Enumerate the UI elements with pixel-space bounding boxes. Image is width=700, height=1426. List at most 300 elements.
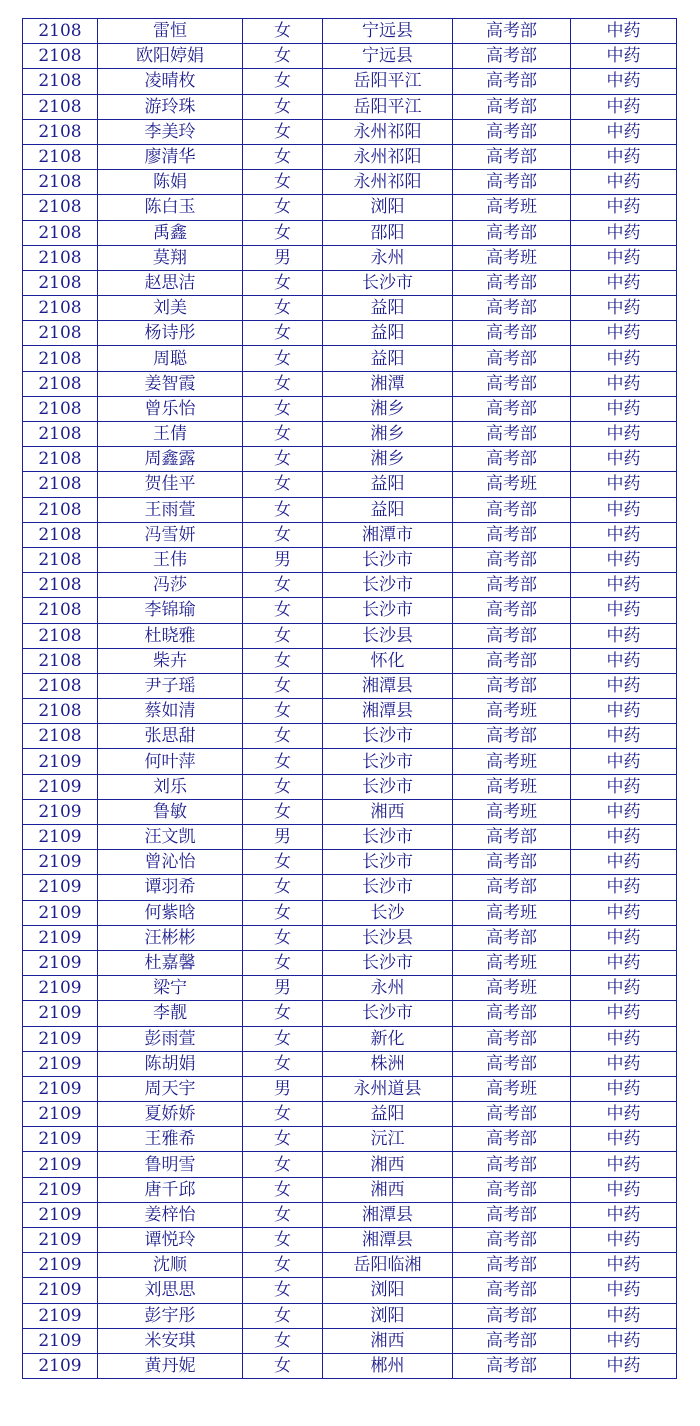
gender-cell: 男 bbox=[243, 825, 323, 850]
table-row bbox=[23, 749, 677, 774]
class-cell: 2109 bbox=[23, 774, 98, 799]
gender-cell: 女 bbox=[243, 1152, 323, 1177]
department-cell: 高考部 bbox=[453, 220, 571, 245]
name-cell: 汪文凯 bbox=[98, 825, 243, 850]
class-cell: 2109 bbox=[23, 1026, 98, 1051]
hometown-cell: 岳阳平江 bbox=[323, 69, 453, 94]
class-cell: 2108 bbox=[23, 119, 98, 144]
gender-cell: 女 bbox=[243, 1228, 323, 1253]
name-cell: 游玲珠 bbox=[98, 94, 243, 119]
major-cell: 中药 bbox=[571, 900, 677, 925]
gender-cell: 女 bbox=[243, 1001, 323, 1026]
major-cell: 中药 bbox=[571, 422, 677, 447]
major-cell: 中药 bbox=[571, 1253, 677, 1278]
hometown-cell: 浏阳 bbox=[323, 1278, 453, 1303]
hometown-cell: 长沙市 bbox=[323, 850, 453, 875]
class-cell: 2108 bbox=[23, 195, 98, 220]
major-cell: 中药 bbox=[571, 1127, 677, 1152]
gender-cell: 女 bbox=[243, 950, 323, 975]
hometown-cell: 长沙市 bbox=[323, 950, 453, 975]
hometown-cell: 湘潭县 bbox=[323, 673, 453, 698]
major-cell: 中药 bbox=[571, 1328, 677, 1353]
gender-cell: 男 bbox=[243, 976, 323, 1001]
gender-cell: 女 bbox=[243, 648, 323, 673]
hometown-cell: 永州祁阳 bbox=[323, 119, 453, 144]
name-cell: 凌晴枚 bbox=[98, 69, 243, 94]
hometown-cell: 岳阳临湘 bbox=[323, 1253, 453, 1278]
major-cell: 中药 bbox=[571, 774, 677, 799]
hometown-cell: 长沙县 bbox=[323, 623, 453, 648]
major-cell: 中药 bbox=[571, 1303, 677, 1328]
name-cell: 刘乐 bbox=[98, 774, 243, 799]
department-cell: 高考部 bbox=[453, 623, 571, 648]
hometown-cell: 郴州 bbox=[323, 1353, 453, 1378]
department-cell: 高考部 bbox=[453, 1051, 571, 1076]
major-cell: 中药 bbox=[571, 699, 677, 724]
name-cell: 鲁敏 bbox=[98, 799, 243, 824]
gender-cell: 女 bbox=[243, 774, 323, 799]
table-row bbox=[23, 900, 677, 925]
class-cell: 2108 bbox=[23, 623, 98, 648]
major-cell: 中药 bbox=[571, 44, 677, 69]
hometown-cell: 湘乡 bbox=[323, 396, 453, 421]
table-row bbox=[23, 396, 677, 421]
department-cell: 高考部 bbox=[453, 144, 571, 169]
gender-cell: 女 bbox=[243, 44, 323, 69]
class-cell: 2108 bbox=[23, 296, 98, 321]
gender-cell: 女 bbox=[243, 472, 323, 497]
gender-cell: 女 bbox=[243, 396, 323, 421]
department-cell: 高考部 bbox=[453, 19, 571, 44]
department-cell: 高考部 bbox=[453, 346, 571, 371]
table-row bbox=[23, 144, 677, 169]
name-cell: 彭雨萱 bbox=[98, 1026, 243, 1051]
name-cell: 陈胡娟 bbox=[98, 1051, 243, 1076]
major-cell: 中药 bbox=[571, 396, 677, 421]
gender-cell: 女 bbox=[243, 1278, 323, 1303]
class-cell: 2108 bbox=[23, 497, 98, 522]
table-row bbox=[23, 1202, 677, 1227]
major-cell: 中药 bbox=[571, 321, 677, 346]
table-row bbox=[23, 1353, 677, 1378]
class-cell: 2109 bbox=[23, 1353, 98, 1378]
class-cell: 2108 bbox=[23, 396, 98, 421]
name-cell: 李美玲 bbox=[98, 119, 243, 144]
gender-cell: 女 bbox=[243, 19, 323, 44]
table-row bbox=[23, 44, 677, 69]
class-cell: 2108 bbox=[23, 144, 98, 169]
hometown-cell: 永州祁阳 bbox=[323, 170, 453, 195]
name-cell: 张思甜 bbox=[98, 724, 243, 749]
department-cell: 高考部 bbox=[453, 422, 571, 447]
department-cell: 高考班 bbox=[453, 799, 571, 824]
department-cell: 高考部 bbox=[453, 497, 571, 522]
gender-cell: 女 bbox=[243, 447, 323, 472]
class-cell: 2108 bbox=[23, 724, 98, 749]
class-cell: 2109 bbox=[23, 1076, 98, 1101]
major-cell: 中药 bbox=[571, 1278, 677, 1303]
table-row bbox=[23, 1303, 677, 1328]
name-cell: 曾沁怡 bbox=[98, 850, 243, 875]
class-cell: 2109 bbox=[23, 1202, 98, 1227]
table-row bbox=[23, 1152, 677, 1177]
major-cell: 中药 bbox=[571, 950, 677, 975]
class-cell: 2109 bbox=[23, 1051, 98, 1076]
gender-cell: 女 bbox=[243, 1328, 323, 1353]
major-cell: 中药 bbox=[571, 270, 677, 295]
major-cell: 中药 bbox=[571, 19, 677, 44]
major-cell: 中药 bbox=[571, 1177, 677, 1202]
hometown-cell: 长沙市 bbox=[323, 724, 453, 749]
name-cell: 刘思思 bbox=[98, 1278, 243, 1303]
gender-cell: 女 bbox=[243, 522, 323, 547]
gender-cell: 女 bbox=[243, 497, 323, 522]
table-row bbox=[23, 422, 677, 447]
gender-cell: 女 bbox=[243, 195, 323, 220]
department-cell: 高考部 bbox=[453, 925, 571, 950]
major-cell: 中药 bbox=[571, 195, 677, 220]
name-cell: 曾乐怡 bbox=[98, 396, 243, 421]
name-cell: 王伟 bbox=[98, 547, 243, 572]
hometown-cell: 湘潭市 bbox=[323, 522, 453, 547]
department-cell: 高考班 bbox=[453, 472, 571, 497]
major-cell: 中药 bbox=[571, 94, 677, 119]
table-row bbox=[23, 1102, 677, 1127]
gender-cell: 男 bbox=[243, 245, 323, 270]
name-cell: 贺佳平 bbox=[98, 472, 243, 497]
hometown-cell: 长沙市 bbox=[323, 825, 453, 850]
class-cell: 2108 bbox=[23, 472, 98, 497]
major-cell: 中药 bbox=[571, 850, 677, 875]
department-cell: 高考部 bbox=[453, 1127, 571, 1152]
department-cell: 高考部 bbox=[453, 1026, 571, 1051]
hometown-cell: 长沙市 bbox=[323, 547, 453, 572]
major-cell: 中药 bbox=[571, 144, 677, 169]
name-cell: 何紫晗 bbox=[98, 900, 243, 925]
name-cell: 欧阳婷娟 bbox=[98, 44, 243, 69]
hometown-cell: 长沙市 bbox=[323, 573, 453, 598]
gender-cell: 女 bbox=[243, 296, 323, 321]
class-cell: 2109 bbox=[23, 1001, 98, 1026]
class-cell: 2109 bbox=[23, 1102, 98, 1127]
class-cell: 2108 bbox=[23, 422, 98, 447]
name-cell: 尹子瑶 bbox=[98, 673, 243, 698]
table-row bbox=[23, 447, 677, 472]
department-cell: 高考班 bbox=[453, 950, 571, 975]
gender-cell: 女 bbox=[243, 1127, 323, 1152]
class-cell: 2108 bbox=[23, 547, 98, 572]
major-cell: 中药 bbox=[571, 724, 677, 749]
department-cell: 高考部 bbox=[453, 119, 571, 144]
department-cell: 高考部 bbox=[453, 69, 571, 94]
table-row bbox=[23, 950, 677, 975]
major-cell: 中药 bbox=[571, 170, 677, 195]
class-cell: 2108 bbox=[23, 371, 98, 396]
class-cell: 2109 bbox=[23, 900, 98, 925]
table-row bbox=[23, 573, 677, 598]
gender-cell: 女 bbox=[243, 1253, 323, 1278]
class-cell: 2108 bbox=[23, 170, 98, 195]
department-cell: 高考部 bbox=[453, 1278, 571, 1303]
class-cell: 2108 bbox=[23, 673, 98, 698]
hometown-cell: 长沙市 bbox=[323, 598, 453, 623]
department-cell: 高考班 bbox=[453, 774, 571, 799]
table-row bbox=[23, 699, 677, 724]
hometown-cell: 浏阳 bbox=[323, 195, 453, 220]
name-cell: 梁宁 bbox=[98, 976, 243, 1001]
table-row bbox=[23, 598, 677, 623]
table-row bbox=[23, 346, 677, 371]
table-row bbox=[23, 497, 677, 522]
gender-cell: 女 bbox=[243, 875, 323, 900]
name-cell: 周聪 bbox=[98, 346, 243, 371]
major-cell: 中药 bbox=[571, 371, 677, 396]
gender-cell: 女 bbox=[243, 270, 323, 295]
hometown-cell: 怀化 bbox=[323, 648, 453, 673]
gender-cell: 女 bbox=[243, 220, 323, 245]
department-cell: 高考部 bbox=[453, 396, 571, 421]
department-cell: 高考部 bbox=[453, 321, 571, 346]
gender-cell: 女 bbox=[243, 346, 323, 371]
class-cell: 2108 bbox=[23, 346, 98, 371]
table-row bbox=[23, 1127, 677, 1152]
gender-cell: 男 bbox=[243, 1076, 323, 1101]
table-row bbox=[23, 270, 677, 295]
major-cell: 中药 bbox=[571, 245, 677, 270]
name-cell: 谭悦玲 bbox=[98, 1228, 243, 1253]
table-row bbox=[23, 1328, 677, 1353]
hometown-cell: 永州道县 bbox=[323, 1076, 453, 1101]
table-body bbox=[23, 19, 677, 1379]
hometown-cell: 湘西 bbox=[323, 1177, 453, 1202]
gender-cell: 女 bbox=[243, 170, 323, 195]
name-cell: 米安琪 bbox=[98, 1328, 243, 1353]
hometown-cell: 长沙市 bbox=[323, 774, 453, 799]
gender-cell: 女 bbox=[243, 1177, 323, 1202]
gender-cell: 女 bbox=[243, 422, 323, 447]
department-cell: 高考部 bbox=[453, 850, 571, 875]
name-cell: 莫翔 bbox=[98, 245, 243, 270]
gender-cell: 女 bbox=[243, 371, 323, 396]
department-cell: 高考部 bbox=[453, 94, 571, 119]
table-row bbox=[23, 648, 677, 673]
name-cell: 蔡如清 bbox=[98, 699, 243, 724]
name-cell: 赵思洁 bbox=[98, 270, 243, 295]
department-cell: 高考班 bbox=[453, 976, 571, 1001]
class-cell: 2109 bbox=[23, 850, 98, 875]
hometown-cell: 邵阳 bbox=[323, 220, 453, 245]
name-cell: 汪彬彬 bbox=[98, 925, 243, 950]
name-cell: 夏娇娇 bbox=[98, 1102, 243, 1127]
class-cell: 2109 bbox=[23, 825, 98, 850]
name-cell: 王雅希 bbox=[98, 1127, 243, 1152]
gender-cell: 女 bbox=[243, 699, 323, 724]
major-cell: 中药 bbox=[571, 1026, 677, 1051]
major-cell: 中药 bbox=[571, 119, 677, 144]
class-cell: 2108 bbox=[23, 573, 98, 598]
table-row bbox=[23, 925, 677, 950]
class-cell: 2108 bbox=[23, 69, 98, 94]
class-cell: 2109 bbox=[23, 1177, 98, 1202]
name-cell: 杨诗彤 bbox=[98, 321, 243, 346]
department-cell: 高考部 bbox=[453, 1353, 571, 1378]
class-cell: 2109 bbox=[23, 976, 98, 1001]
hometown-cell: 长沙市 bbox=[323, 749, 453, 774]
name-cell: 禹鑫 bbox=[98, 220, 243, 245]
major-cell: 中药 bbox=[571, 346, 677, 371]
table-row bbox=[23, 875, 677, 900]
table-row bbox=[23, 850, 677, 875]
table-row bbox=[23, 799, 677, 824]
major-cell: 中药 bbox=[571, 1353, 677, 1378]
major-cell: 中药 bbox=[571, 1102, 677, 1127]
hometown-cell: 宁远县 bbox=[323, 44, 453, 69]
table-row bbox=[23, 1026, 677, 1051]
name-cell: 周鑫露 bbox=[98, 447, 243, 472]
gender-cell: 女 bbox=[243, 724, 323, 749]
class-cell: 2109 bbox=[23, 1152, 98, 1177]
gender-cell: 女 bbox=[243, 119, 323, 144]
name-cell: 何叶萍 bbox=[98, 749, 243, 774]
major-cell: 中药 bbox=[571, 447, 677, 472]
name-cell: 唐千邱 bbox=[98, 1177, 243, 1202]
gender-cell: 女 bbox=[243, 598, 323, 623]
hometown-cell: 益阳 bbox=[323, 321, 453, 346]
name-cell: 王雨萱 bbox=[98, 497, 243, 522]
table-row bbox=[23, 522, 677, 547]
department-cell: 高考班 bbox=[453, 900, 571, 925]
department-cell: 高考班 bbox=[453, 195, 571, 220]
department-cell: 高考班 bbox=[453, 699, 571, 724]
hometown-cell: 益阳 bbox=[323, 296, 453, 321]
major-cell: 中药 bbox=[571, 69, 677, 94]
name-cell: 王倩 bbox=[98, 422, 243, 447]
major-cell: 中药 bbox=[571, 522, 677, 547]
major-cell: 中药 bbox=[571, 1152, 677, 1177]
department-cell: 高考部 bbox=[453, 573, 571, 598]
gender-cell: 女 bbox=[243, 1051, 323, 1076]
name-cell: 廖清华 bbox=[98, 144, 243, 169]
major-cell: 中药 bbox=[571, 573, 677, 598]
hometown-cell: 湘乡 bbox=[323, 422, 453, 447]
table-row bbox=[23, 371, 677, 396]
major-cell: 中药 bbox=[571, 598, 677, 623]
department-cell: 高考班 bbox=[453, 1076, 571, 1101]
department-cell: 高考部 bbox=[453, 1202, 571, 1227]
class-cell: 2108 bbox=[23, 699, 98, 724]
hometown-cell: 益阳 bbox=[323, 472, 453, 497]
name-cell: 鲁明雪 bbox=[98, 1152, 243, 1177]
gender-cell: 女 bbox=[243, 925, 323, 950]
table-row bbox=[23, 195, 677, 220]
table-row bbox=[23, 1228, 677, 1253]
major-cell: 中药 bbox=[571, 220, 677, 245]
table-row bbox=[23, 1001, 677, 1026]
name-cell: 周天宇 bbox=[98, 1076, 243, 1101]
gender-cell: 女 bbox=[243, 749, 323, 774]
gender-cell: 女 bbox=[243, 1353, 323, 1378]
hometown-cell: 宁远县 bbox=[323, 19, 453, 44]
table-row bbox=[23, 1076, 677, 1101]
major-cell: 中药 bbox=[571, 749, 677, 774]
major-cell: 中药 bbox=[571, 1202, 677, 1227]
class-cell: 2109 bbox=[23, 799, 98, 824]
gender-cell: 男 bbox=[243, 547, 323, 572]
table-row bbox=[23, 321, 677, 346]
student-roster-table bbox=[22, 18, 677, 1379]
table-row bbox=[23, 724, 677, 749]
department-cell: 高考部 bbox=[453, 1303, 571, 1328]
major-cell: 中药 bbox=[571, 875, 677, 900]
table-row bbox=[23, 825, 677, 850]
gender-cell: 女 bbox=[243, 900, 323, 925]
department-cell: 高考部 bbox=[453, 371, 571, 396]
department-cell: 高考部 bbox=[453, 1152, 571, 1177]
table-row bbox=[23, 976, 677, 1001]
department-cell: 高考部 bbox=[453, 673, 571, 698]
hometown-cell: 湘西 bbox=[323, 1328, 453, 1353]
hometown-cell: 湘乡 bbox=[323, 447, 453, 472]
hometown-cell: 湘潭县 bbox=[323, 1202, 453, 1227]
table-row bbox=[23, 472, 677, 497]
department-cell: 高考部 bbox=[453, 447, 571, 472]
gender-cell: 女 bbox=[243, 94, 323, 119]
class-cell: 2108 bbox=[23, 270, 98, 295]
department-cell: 高考部 bbox=[453, 1102, 571, 1127]
department-cell: 高考部 bbox=[453, 1177, 571, 1202]
name-cell: 柴卉 bbox=[98, 648, 243, 673]
class-cell: 2108 bbox=[23, 94, 98, 119]
hometown-cell: 永州 bbox=[323, 245, 453, 270]
major-cell: 中药 bbox=[571, 1228, 677, 1253]
hometown-cell: 长沙市 bbox=[323, 1001, 453, 1026]
class-cell: 2108 bbox=[23, 522, 98, 547]
hometown-cell: 湘西 bbox=[323, 799, 453, 824]
table-row bbox=[23, 296, 677, 321]
class-cell: 2109 bbox=[23, 749, 98, 774]
class-cell: 2108 bbox=[23, 245, 98, 270]
major-cell: 中药 bbox=[571, 1076, 677, 1101]
department-cell: 高考部 bbox=[453, 724, 571, 749]
major-cell: 中药 bbox=[571, 623, 677, 648]
department-cell: 高考部 bbox=[453, 875, 571, 900]
department-cell: 高考部 bbox=[453, 598, 571, 623]
major-cell: 中药 bbox=[571, 825, 677, 850]
class-cell: 2109 bbox=[23, 1303, 98, 1328]
table-row bbox=[23, 19, 677, 44]
class-cell: 2109 bbox=[23, 950, 98, 975]
class-cell: 2109 bbox=[23, 875, 98, 900]
table-row bbox=[23, 547, 677, 572]
hometown-cell: 长沙 bbox=[323, 900, 453, 925]
gender-cell: 女 bbox=[243, 1303, 323, 1328]
name-cell: 彭宇彤 bbox=[98, 1303, 243, 1328]
department-cell: 高考部 bbox=[453, 270, 571, 295]
hometown-cell: 湘潭县 bbox=[323, 1228, 453, 1253]
name-cell: 陈娟 bbox=[98, 170, 243, 195]
gender-cell: 女 bbox=[243, 1026, 323, 1051]
class-cell: 2108 bbox=[23, 19, 98, 44]
class-cell: 2108 bbox=[23, 598, 98, 623]
hometown-cell: 株洲 bbox=[323, 1051, 453, 1076]
hometown-cell: 沅江 bbox=[323, 1127, 453, 1152]
name-cell: 杜嘉馨 bbox=[98, 950, 243, 975]
major-cell: 中药 bbox=[571, 497, 677, 522]
table-row bbox=[23, 170, 677, 195]
hometown-cell: 湘潭 bbox=[323, 371, 453, 396]
gender-cell: 女 bbox=[243, 1202, 323, 1227]
name-cell: 冯莎 bbox=[98, 573, 243, 598]
